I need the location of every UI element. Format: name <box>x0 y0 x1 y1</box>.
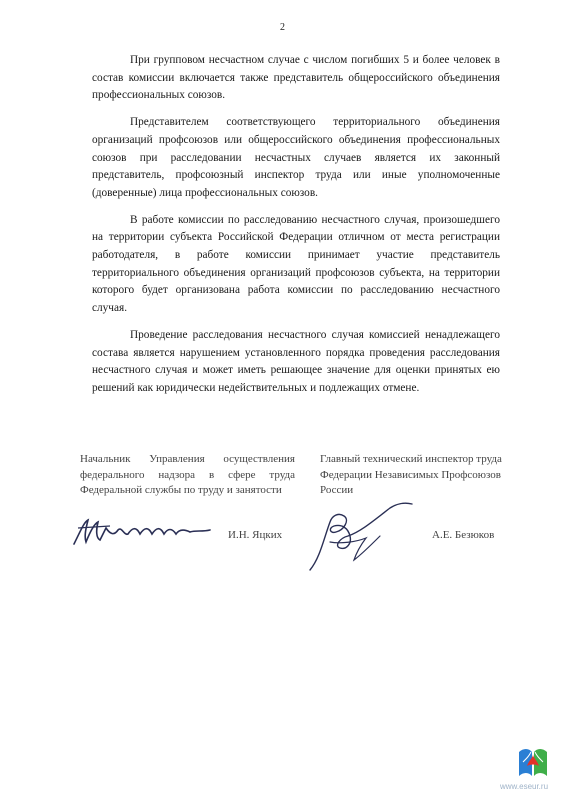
left-signatory-name: И.Н. Яцких <box>228 529 283 541</box>
page-number: 2 <box>280 22 285 33</box>
left-signature <box>70 514 220 550</box>
paragraph: Проведение расследования несчастного случая комиссией ненадлежащего состава является нарушением установленного порядка проведения расследования несчастного случая и может иметь решающее значение для оценки принятых ею решений как юридически недействительных и подлежащих отмене. <box>92 328 500 394</box>
right-signatory-title: Главный технический инспектор труда Федерации Независимых Профсоюзов России <box>320 453 502 496</box>
document-body <box>92 52 500 407</box>
right-signatory-name: А.Е. Безюков <box>432 529 495 541</box>
paragraph: В работе комиссии по расследованию несчастного случая, произошедшего на территории субъекта Российской Федерации отличном от места регистрации работодателя, в работе комиссии принимает участие представитель территориального объединения организаций профсоюзов субъекта, на территории которого будет организована работа комиссии по расследованию несчастного случая. <box>92 213 500 315</box>
watermark-url: www.eseur.ru <box>500 782 549 791</box>
trade-union-logo-icon <box>513 742 553 782</box>
paragraph: При групповом несчастном случае с числом погибших 5 и более человек в состав комиссии включается также представитель общероссийского объединения профессиональных союзов. <box>92 54 500 102</box>
left-signatory-title: Начальник Управления осуществления федерального надзора в сфере труда Федеральной службы по труду и занятости <box>80 453 295 496</box>
right-signature <box>300 498 420 578</box>
paragraph: Представителем соответствующего территориального объединения организаций профсоюзов или общероссийского объединения профессиональных союзов при расследовании несчастных случаев является их законный представитель, профсоюзный инспектор труда или иные уполномоченные (доверенные) лица профессиональных союзов. <box>92 116 500 199</box>
